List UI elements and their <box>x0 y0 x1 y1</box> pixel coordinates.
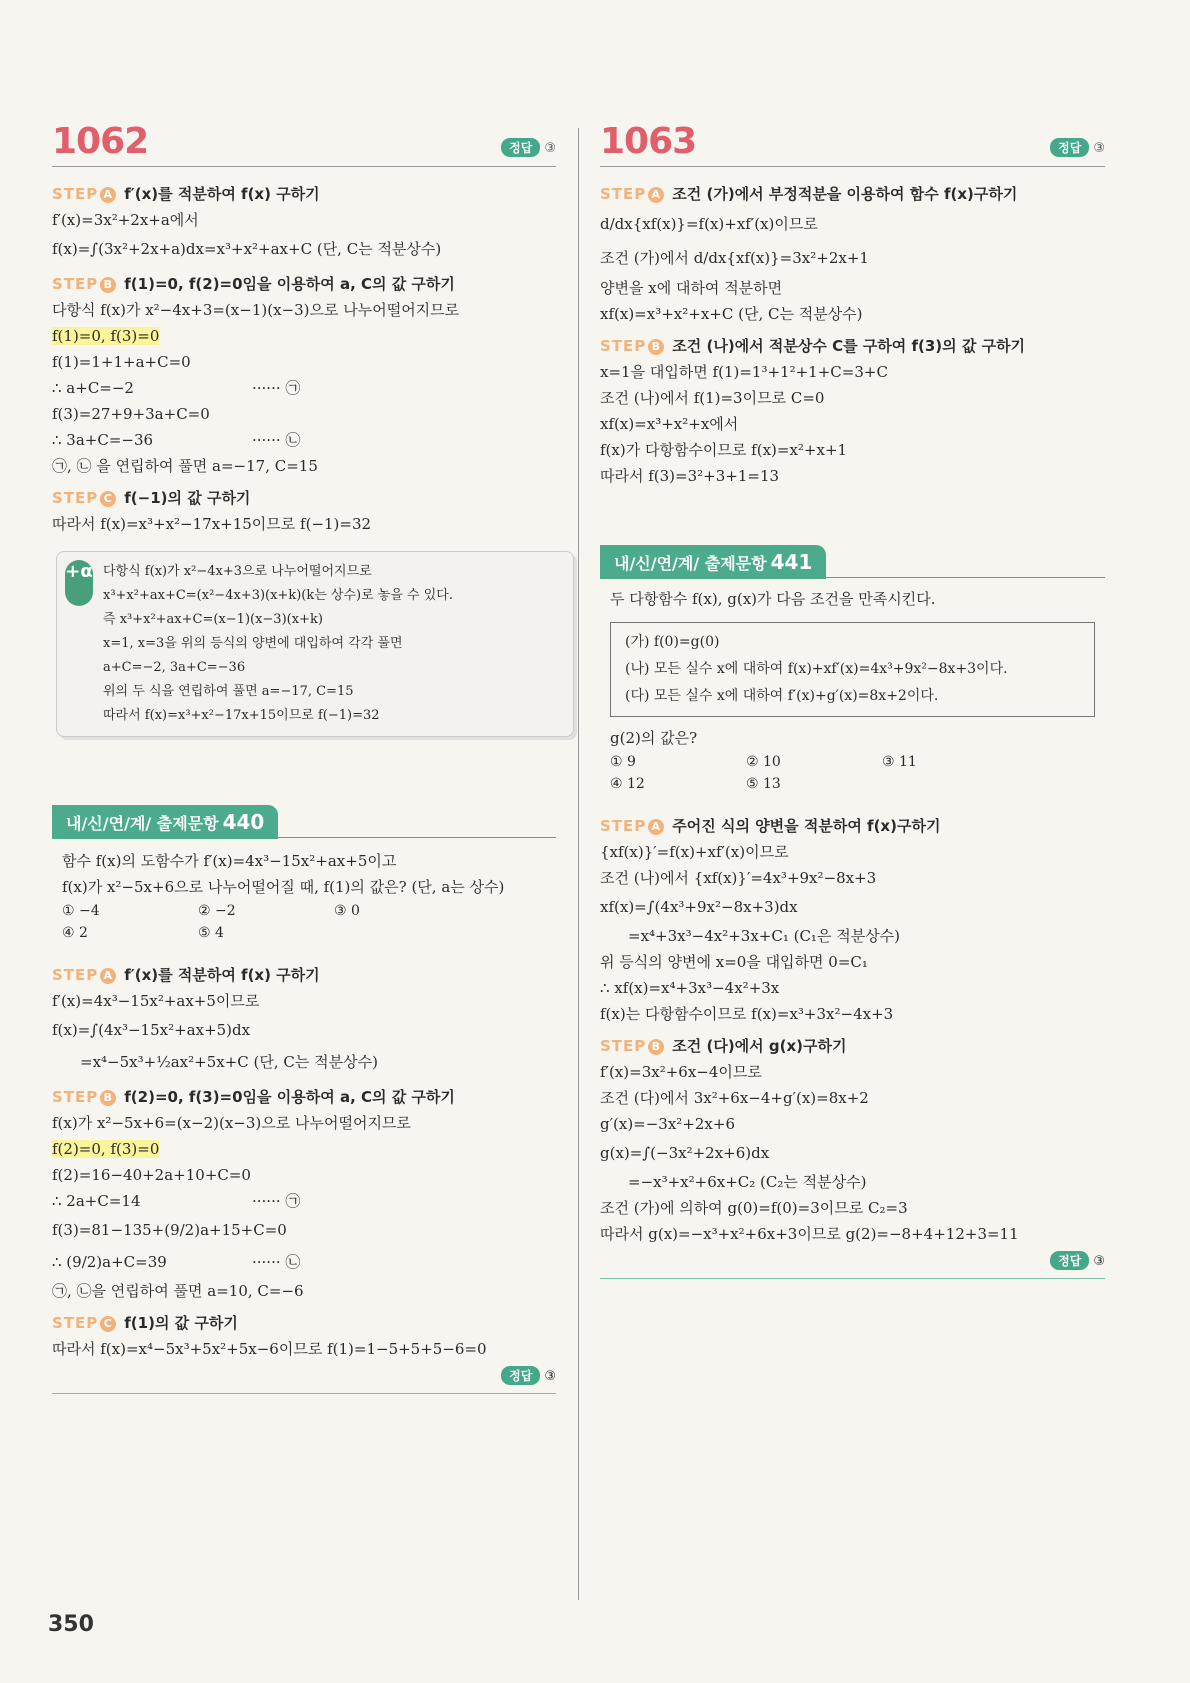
solution-line: 따라서 f(x)=x³+x²−17x+15이므로 f(−1)=32 <box>52 515 372 533</box>
page-number: 350 <box>48 1612 94 1637</box>
step-title: 조건 (다)에서 g(x)구하기 <box>672 1037 847 1055</box>
choice: ① 9 <box>610 754 636 770</box>
answer-value: ③ <box>1093 1254 1105 1269</box>
answer-label: 정답 <box>1050 138 1089 157</box>
answer-value: ③ <box>544 141 556 156</box>
answer-badge <box>501 138 556 157</box>
choice: ④ 2 <box>62 925 88 941</box>
step-title: f(1)의 값 구하기 <box>124 1314 238 1332</box>
step-circle-icon: B <box>648 1039 664 1055</box>
linked-problem-440-header <box>52 803 556 838</box>
tip-line: 즉 x³+x²+ax+C=(x−1)(x−3)(x+k) <box>103 612 323 627</box>
solution-line: f(x)가 x²−5x+6=(x−2)(x−3)으로 나누어떨어지므로 <box>52 1114 411 1132</box>
question-line: 함수 f(x)의 도함수가 f′(x)=4x³−15x²+ax+5이고 <box>62 852 397 870</box>
choice: ⑤ 13 <box>746 776 781 792</box>
step-a-heading <box>600 813 1105 839</box>
solution-line: ㉠, ㉡ 을 연립하여 풀면 a=−17, C=15 <box>52 457 318 475</box>
step-title: 주어진 식의 양변을 적분하여 f(x)구하기 <box>672 817 941 835</box>
step-tag: STEP A <box>52 185 116 203</box>
answer-label: 정답 <box>1050 1251 1089 1270</box>
solution-line: f(x)=∫(4x³−15x²+ax+5)dx <box>52 1021 251 1039</box>
tip-line: a+C=−2, 3a+C=−36 <box>103 660 246 675</box>
solution-line: 따라서 f(x)=x⁴−5x³+5x²+5x−6이므로 f(1)=1−5+5+5−6=0 <box>52 1340 487 1358</box>
step-title: 조건 (가)에서 부정적분을 이용하여 함수 f(x)구하기 <box>672 185 1018 203</box>
right-column <box>600 120 1105 1279</box>
linked-problem-tab: 내/신/연/계/ 출제문항 440 <box>52 805 278 839</box>
choice: ② 10 <box>746 754 781 770</box>
step-tag: STEP A <box>52 966 116 984</box>
solution-line: 조건 (가)에 의하여 g(0)=f(0)=3이므로 C₂=3 <box>600 1199 908 1217</box>
problem-1062-header <box>52 120 556 167</box>
step-circle-icon: B <box>100 277 116 293</box>
solution-line <box>52 323 556 349</box>
step-circle-icon: A <box>648 187 664 203</box>
step-tag: STEP A <box>600 817 664 835</box>
choice: ③ 11 <box>882 754 917 770</box>
step-circle-icon: C <box>100 1316 116 1332</box>
step-a-heading <box>600 181 1105 207</box>
linked-problem-tab: 내/신/연/계/ 출제문항 441 <box>600 545 826 579</box>
answer-label: 정답 <box>501 1366 540 1385</box>
step-a-heading <box>52 962 556 988</box>
choice: ② −2 <box>198 903 236 919</box>
section-rule <box>52 1393 556 1394</box>
solution-line: f(3)=27+9+3a+C=0 <box>52 405 210 423</box>
answer-badge <box>600 1251 1105 1270</box>
step-circle-icon: A <box>100 968 116 984</box>
solution-line: f(3)=81−135+(9/2)a+15+C=0 <box>52 1221 287 1239</box>
step-title: f′(x)를 적분하여 f(x) 구하기 <box>124 185 320 203</box>
solution-line: ∴ a+C=−2 ······ ㉠ <box>52 379 301 397</box>
highlight: f(1)=0, f(3)=0 <box>52 327 160 345</box>
solution-line: g′(x)=−3x²+2x+6 <box>600 1115 736 1133</box>
choice: ④ 12 <box>610 776 645 792</box>
solution-line: g(x)=∫(−3x²+2x+6)dx <box>600 1144 770 1162</box>
solution-line: f(x)=∫(3x²+2x+a)dx=x³+x²+ax+C (단, C는 적분상수) <box>52 240 442 258</box>
question-line: 두 다항함수 f(x), g(x)가 다음 조건을 만족시킨다. <box>610 590 936 608</box>
solution-line <box>52 1136 556 1162</box>
step-tag: STEP C <box>52 1314 116 1332</box>
solution-line: 조건 (가)에서 d/dx{xf(x)}=3x²+2x+1 <box>600 249 869 267</box>
solution-line: {xf(x)}′=f(x)+xf′(x)이므로 <box>600 843 789 861</box>
tip-box <box>56 551 574 737</box>
answer-badge <box>52 1366 556 1385</box>
condition-line: (가) f(0)=g(0) <box>625 634 720 650</box>
linked-problem-441-header <box>600 543 1105 578</box>
solution-line: ∴ (9/2)a+C=39 ······ ㉡ <box>52 1253 301 1271</box>
solution-line: =−x³+x²+6x+C₂ (C₂는 적분상수) <box>628 1173 867 1191</box>
plus-alpha-icon: +α <box>65 560 93 606</box>
solution-line: ∴ 3a+C=−36 ······ ㉡ <box>52 431 301 449</box>
answer-choices <box>62 900 556 944</box>
step-c-heading <box>52 485 556 511</box>
condition-line: (다) 모든 실수 x에 대하여 f′(x)+g′(x)=8x+2이다. <box>625 688 939 704</box>
solution-line: 따라서 g(x)=−x³+x²+6x+3이므로 g(2)=−8+4+12+3=11 <box>600 1225 1019 1243</box>
problem-number: 1063 <box>600 121 697 162</box>
solution-line: xf(x)=x³+x²+x에서 <box>600 415 739 433</box>
solution-line: 조건 (나)에서 f(1)=3이므로 C=0 <box>600 389 825 407</box>
step-title: f(−1)의 값 구하기 <box>124 489 251 507</box>
solution-line: ㉠, ㉡을 연립하여 풀면 a=10, C=−6 <box>52 1282 304 1300</box>
tip-line: x³+x²+ax+C=(x²−4x+3)(x+k)(k는 상수)로 놓을 수 있다. <box>103 588 453 603</box>
step-title: f(1)=0, f(2)=0임을 이용하여 a, C의 값 구하기 <box>124 275 455 293</box>
solution-line: xf(x)=∫(4x³+9x²−8x+3)dx <box>600 898 798 916</box>
step-b-heading <box>52 1084 556 1110</box>
solution-line: =x⁴−5x³+½ax²+5x+C (단, C는 적분상수) <box>80 1053 378 1071</box>
step-b-heading <box>52 271 556 297</box>
solution-line: 조건 (나)에서 {xf(x)}′=4x³+9x²−8x+3 <box>600 869 877 887</box>
question-line: g(2)의 값은? <box>610 729 698 747</box>
solution-line: f′(x)=4x³−15x²+ax+5이므로 <box>52 992 260 1010</box>
solution-line: x=1을 대입하면 f(1)=1³+1²+1+C=3+C <box>600 363 888 381</box>
step-tag: STEP B <box>52 1088 116 1106</box>
step-c-heading <box>52 1310 556 1336</box>
step-circle-icon: A <box>648 819 664 835</box>
section-rule <box>600 1278 1105 1279</box>
step-tag: STEP A <box>600 185 664 203</box>
column-divider <box>578 128 579 1600</box>
tip-line: x=1, x=3을 위의 등식의 양변에 대입하여 각각 풀면 <box>103 636 403 651</box>
problem-1063-header <box>600 120 1105 167</box>
step-title: 조건 (나)에서 적분상수 C를 구하여 f(3)의 값 구하기 <box>672 337 1026 355</box>
step-a-heading <box>52 181 556 207</box>
choice: ① −4 <box>62 903 100 919</box>
solution-line: 양변을 x에 대하여 적분하면 <box>600 279 783 297</box>
condition-box <box>610 622 1095 717</box>
solution-line: f(2)=16−40+2a+10+C=0 <box>52 1166 251 1184</box>
solution-line: 위 등식의 양변에 x=0을 대입하면 0=C₁ <box>600 953 868 971</box>
tip-line: 다항식 f(x)가 x²−4x+3으로 나누어떨어지므로 <box>103 564 372 579</box>
step-tag: STEP C <box>52 489 116 507</box>
answer-choices <box>610 751 1105 795</box>
step-tag: STEP B <box>600 337 664 355</box>
tip-line: 위의 두 식을 연립하여 풀면 a=−17, C=15 <box>103 684 354 699</box>
solution-line: ∴ xf(x)=x⁴+3x³−4x²+3x <box>600 979 780 997</box>
solution-line: f(1)=1+1+a+C=0 <box>52 353 191 371</box>
solution-line: 다항식 f(x)가 x²−4x+3=(x−1)(x−3)으로 나누어떨어지므로 <box>52 301 460 319</box>
solution-line: =x⁴+3x³−4x²+3x+C₁ (C₁은 적분상수) <box>628 927 901 945</box>
step-b-heading <box>600 1033 1105 1059</box>
question-line: f(x)가 x²−5x+6으로 나누어떨어질 때, f(1)의 값은? (단, a는 상수) <box>62 878 505 896</box>
solution-line: 따라서 f(3)=3²+3+1=13 <box>600 467 780 485</box>
step-title: f(2)=0, f(3)=0임을 이용하여 a, C의 값 구하기 <box>124 1088 455 1106</box>
solution-line: f(x)가 다항함수이므로 f(x)=x²+x+1 <box>600 441 848 459</box>
solution-line: f′(x)=3x²+6x−4이므로 <box>600 1063 762 1081</box>
solution-line: 조건 (다)에서 3x²+6x−4+g′(x)=8x+2 <box>600 1089 869 1107</box>
step-b-heading <box>600 333 1105 359</box>
answer-value: ③ <box>544 1369 556 1384</box>
solution-line: f(x)는 다항함수이므로 f(x)=x³+3x²−4x+3 <box>600 1005 894 1023</box>
step-tag: STEP B <box>600 1037 664 1055</box>
left-column <box>52 120 556 1394</box>
answer-value: ③ <box>1093 141 1105 156</box>
step-title: f′(x)를 적분하여 f(x) 구하기 <box>124 966 320 984</box>
problem-number: 1062 <box>52 121 149 162</box>
step-circle-icon: C <box>100 491 116 507</box>
step-circle-icon: B <box>100 1090 116 1106</box>
solution-line: f′(x)=3x²+2x+a에서 <box>52 211 199 229</box>
step-circle-icon: A <box>100 187 116 203</box>
highlight: f(2)=0, f(3)=0 <box>52 1140 160 1158</box>
step-tag: STEP B <box>52 275 116 293</box>
choice: ⑤ 4 <box>198 925 224 941</box>
solution-line: d/dx{xf(x)}=f(x)+xf′(x)이므로 <box>600 215 818 233</box>
solution-line: xf(x)=x³+x²+x+C (단, C는 적분상수) <box>600 305 863 323</box>
answer-label: 정답 <box>501 138 540 157</box>
step-circle-icon: B <box>648 339 664 355</box>
answer-badge <box>1050 138 1105 157</box>
tip-line: 따라서 f(x)=x³+x²−17x+15이므로 f(−1)=32 <box>103 708 380 723</box>
condition-line: (나) 모든 실수 x에 대하여 f(x)+xf′(x)=4x³+9x²−8x+3이다. <box>625 661 1008 677</box>
solution-line: ∴ 2a+C=14 ······ ㉠ <box>52 1192 301 1210</box>
choice: ③ 0 <box>334 903 360 919</box>
